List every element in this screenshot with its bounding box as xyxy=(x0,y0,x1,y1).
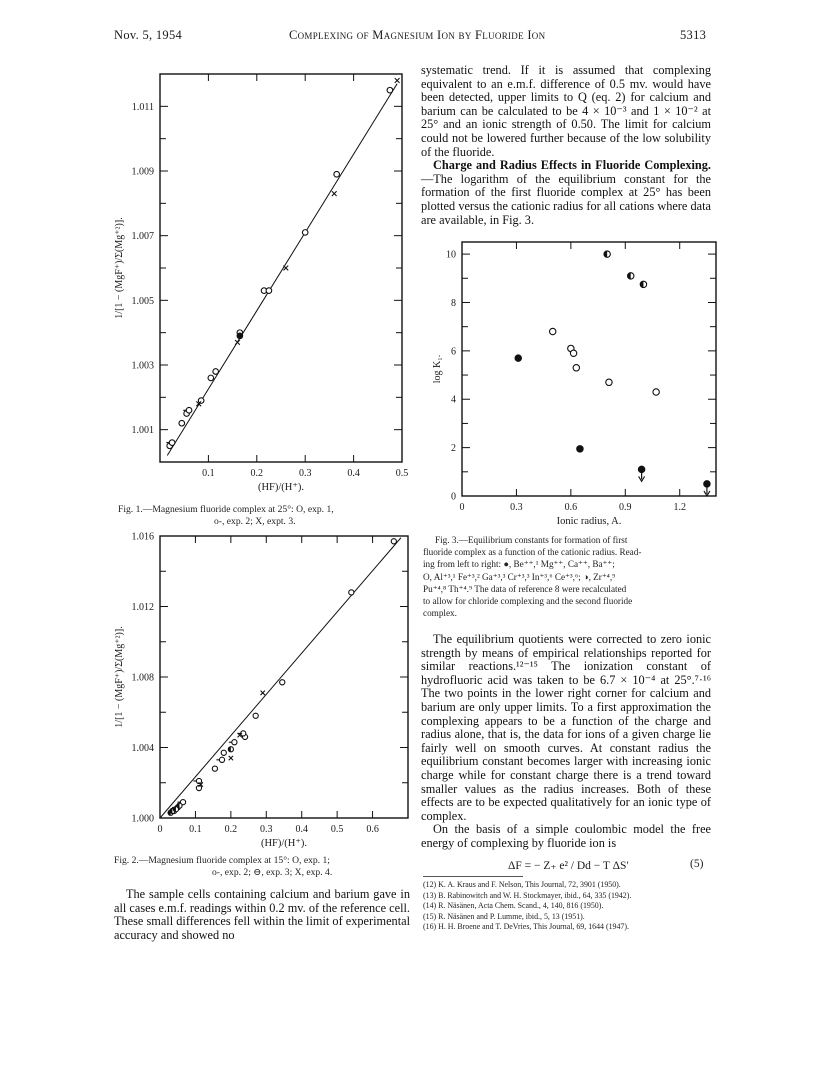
right-column-upper xyxy=(421,64,711,227)
data-point xyxy=(349,590,354,595)
footnote-rule xyxy=(423,876,523,877)
data-point xyxy=(208,375,214,381)
section-heading: Charge and Radius Effects in Fluoride Complexing. xyxy=(433,158,711,173)
y-axis-label: 1/[1 − (MgF⁺)/Σ(Mg⁺²)]. xyxy=(114,626,125,728)
reference-item: (15) R. Näsänen and P. Lumme, ibid., 5, 13 (1951). xyxy=(423,911,585,921)
data-point xyxy=(640,281,646,287)
figure-3-caption-line: fluoride complex as a function of the cationic radius. Read- xyxy=(423,547,642,558)
figure-1-caption xyxy=(118,504,334,528)
data-point xyxy=(395,78,400,83)
x-tick-label: 0 xyxy=(157,824,163,835)
x-axis-label: (HF)/(H⁺). xyxy=(260,838,308,849)
data-point xyxy=(213,369,219,375)
paragraph-text: —The logarithm of the equilibrium constant for the formation of the first fluoride complex at 25° has been plotted versus the cationic radius for all cations where data are available, in Fig. 3. xyxy=(421,171,711,227)
y-tick-label: 1.000 xyxy=(131,813,154,825)
y-tick-label: 1.001 xyxy=(131,425,154,437)
figure-1-caption-line: Fig. 1.—Magnesium fluoride complex at 25°: O, exp. 1, xyxy=(118,504,334,515)
y-tick-label: 2 xyxy=(451,443,456,455)
figure-1-chart xyxy=(108,68,418,508)
y-axis-label: log K₁. xyxy=(432,354,443,384)
x-tick-label: 0.1 xyxy=(202,468,215,479)
fit-line xyxy=(160,538,401,818)
y-tick-label: 1.012 xyxy=(131,602,154,613)
x-tick-label: 0.1 xyxy=(189,824,202,835)
data-point xyxy=(229,756,233,760)
reference-item: (12) K. A. Kraus and F. Nelson, This Journal, 72, 3901 (1950). xyxy=(423,880,621,889)
equation-number: (5) xyxy=(690,858,704,870)
plot-frame xyxy=(160,536,408,818)
data-point xyxy=(628,273,634,279)
figure-3-caption-line: complex. xyxy=(423,608,457,619)
figure-3-caption-line: ing from left to right: ●, Be⁺⁺,¹ Mg⁺⁺, Ca⁺⁺, Ba⁺⁺; xyxy=(423,559,615,570)
reference-item: (13) B. Rabinowitch and W. H. Stockmayer, ibid., 64, 335 (1942). xyxy=(423,890,632,900)
data-point xyxy=(604,251,610,257)
paragraph-text: The equilibrium quotients were corrected to zero ionic strength by means of empirical relationships reported for similar reactions.¹²⁻¹⁵ The ionization constant of hydrofluoric acid was taken to be 6.7 × 10⁻⁴ at 25°.⁷·¹⁶ The two points in the lower right corner for calcium and barium are only upper limits. To a first approximation the complexing appears to be a function of the charge and radius alone, that is, the data for ions of a given charge lie fairly well on smooth curves. At constant radius the equilibrium constant becomes larger with increasing ionic charge while for constant charge there is a trend toward smaller values as the radius increases. Both of these effects are to be expected qualitatively for an ionic type of complex. xyxy=(421,632,711,823)
figure-2-caption xyxy=(114,855,332,879)
x-tick-label: 0.6 xyxy=(564,502,578,513)
x-tick-label: 0.6 xyxy=(366,824,379,835)
y-tick-label: 8 xyxy=(451,297,456,309)
x-tick-label: 0.5 xyxy=(395,468,409,479)
paragraph-text: The sample cells containing calcium and barium gave in all cases e.m.f. readings within 0.2 mv. of the reference cell. These small differences fell within the limit of experimental accuracy and showed no xyxy=(114,887,410,942)
figure-2-chart xyxy=(108,532,418,857)
references-list xyxy=(423,880,723,933)
figure-3-caption-line: to allow for chloride complexing and the second fluoride xyxy=(423,596,633,607)
page-number: 5313 xyxy=(680,28,707,42)
x-tick-label: 0.9 xyxy=(619,502,632,513)
data-point xyxy=(261,691,265,695)
plot-frame xyxy=(160,74,402,462)
data-point xyxy=(577,446,583,452)
data-point xyxy=(515,355,521,361)
y-tick-label: 1.005 xyxy=(131,295,154,307)
figure-2-caption-line: Fig. 2.—Magnesium fluoride complex at 15°: O, exp. 1; xyxy=(114,855,330,866)
reference-item: (16) H. H. Broene and T. DeVries, This Journal, 69, 1644 (1947). xyxy=(423,922,629,931)
equation-5: ΔF = − Z₊ e² / Dd − T ΔS′ xyxy=(508,860,629,872)
data-point xyxy=(228,747,233,752)
paragraph-text: On the basis of a simple coulombic model the free energy of complexing by fluoride ion is xyxy=(421,822,711,850)
x-tick-label: 0 xyxy=(459,502,465,513)
data-point xyxy=(570,350,576,356)
paragraph-text: systematic trend. If it is assumed that complexing equivalent to an e.m.f. difference of 0.5 mv. would have been detected, upper limits to Q (eq. 2) for calcium and barium can be calculated to be 4 × 10⁻³ and 1 × 10⁻² at 25° and an ionic strength of 0.50. The limit for calcium could not be lowered further because of the low solubility of the fluoride. xyxy=(421,63,711,159)
data-point xyxy=(280,680,285,685)
data-point xyxy=(606,379,612,385)
y-tick-label: 1.003 xyxy=(131,360,154,372)
figure-3-caption-line: Pu⁺⁴,⁸ Th⁺⁴.⁹ The data of reference 8 were recalculated xyxy=(423,583,627,594)
y-tick-label: 4 xyxy=(451,394,456,406)
left-column-paragraph xyxy=(114,888,410,942)
x-axis-label: Ionic radius, A. xyxy=(556,516,622,527)
data-point xyxy=(212,766,217,771)
y-tick-label: 10 xyxy=(446,249,456,261)
reference-item: (14) R. Näsänen, Acta Chem. Scand., 4, 140, 816 (1950). xyxy=(423,901,604,910)
x-tick-label: 0.3 xyxy=(510,502,523,513)
plot-frame xyxy=(462,242,716,496)
data-point xyxy=(237,333,243,339)
y-tick-label: 1.007 xyxy=(131,231,154,243)
y-tick-label: 6 xyxy=(451,346,456,358)
data-point xyxy=(198,398,204,404)
y-tick-label: 0 xyxy=(451,491,456,503)
figure-3-chart xyxy=(428,238,728,533)
data-point xyxy=(235,340,240,345)
y-tick-label: 1.016 xyxy=(131,531,154,543)
running-header-date: Nov. 5, 1954 xyxy=(114,28,183,42)
data-point xyxy=(193,778,201,783)
x-tick-label: 0.4 xyxy=(295,824,308,835)
y-tick-label: 1.009 xyxy=(131,166,154,178)
data-point xyxy=(221,750,226,755)
right-column-lower xyxy=(421,633,711,851)
data-point xyxy=(229,740,237,745)
data-point xyxy=(573,365,579,371)
data-point xyxy=(302,230,308,236)
data-point xyxy=(387,87,393,93)
x-tick-label: 0.4 xyxy=(347,468,360,479)
data-point xyxy=(332,191,337,196)
x-tick-label: 1.2 xyxy=(673,502,686,513)
data-point xyxy=(266,288,272,294)
x-tick-label: 0.2 xyxy=(250,468,264,479)
y-tick-label: 1.011 xyxy=(131,101,154,113)
data-point xyxy=(216,757,224,762)
x-tick-label: 0.3 xyxy=(298,468,312,479)
figure-2-caption-line: o-, exp. 2; ⊖, exp. 3; X, exp. 4. xyxy=(212,867,333,878)
x-tick-label: 0.5 xyxy=(330,824,344,835)
x-tick-label: 0.2 xyxy=(224,824,238,835)
figure-3-caption xyxy=(423,534,713,619)
data-point xyxy=(179,420,185,426)
figure-3-caption-line: O, Al⁺³,¹ Fe⁺³,² Ga⁺³,³ Cr⁺³,³ In⁺³,⁶ Ce⁺³,⁶; ◑, Zr⁺⁴,⁹ xyxy=(423,571,616,582)
y-axis-label: 1/[1 − (MgF⁺)/Σ(Mg⁺²)]. xyxy=(114,217,125,319)
data-point xyxy=(653,389,659,395)
data-point xyxy=(253,713,258,718)
running-header-title: Complexing of Magnesium Ion by Fluoride Ion xyxy=(289,28,546,42)
x-tick-label: 0.3 xyxy=(260,824,273,835)
data-point xyxy=(334,171,340,177)
x-axis-label: (HF)/(H⁺). xyxy=(257,482,305,493)
figure-3-caption-line: Fig. 3.—Equilibrium constants for formation of first xyxy=(435,535,628,545)
y-tick-label: 1.008 xyxy=(131,672,154,684)
data-point xyxy=(550,328,556,334)
data-point xyxy=(391,539,396,544)
data-point xyxy=(283,266,288,271)
figure-1-caption-line: o-, exp. 2; X, expt. 3. xyxy=(214,516,296,527)
y-tick-label: 1.004 xyxy=(131,743,154,754)
data-point xyxy=(177,803,182,808)
